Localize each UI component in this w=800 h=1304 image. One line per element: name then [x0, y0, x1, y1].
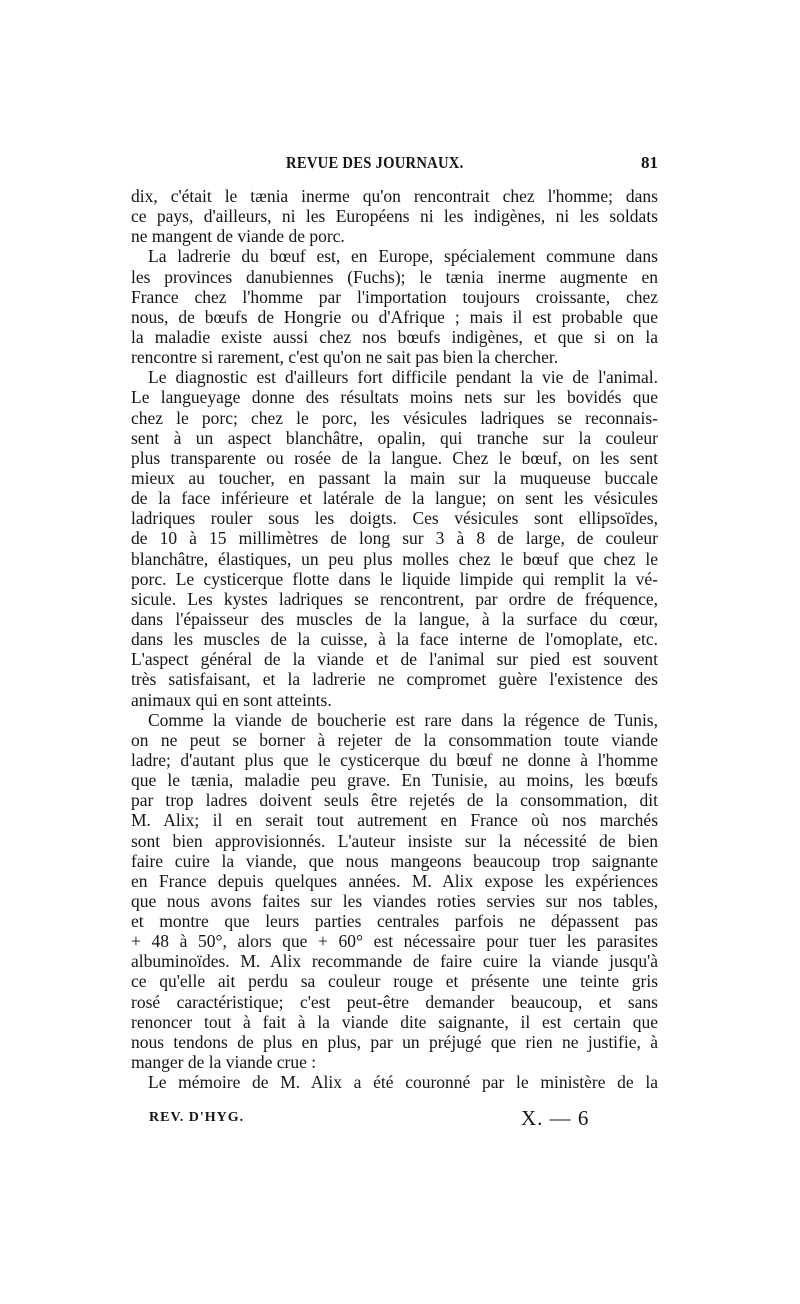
text-line: ladre; d'autant plus que le cysticerque du bœuf ne donne à l'homme	[131, 749, 658, 770]
text-line: ce pays, d'ailleurs, ni les Européens ni les indigènes, ni les soldats	[131, 206, 658, 227]
page-number: 81	[641, 153, 658, 172]
text-line: de 10 à 15 millimètres de long sur 3 à 8 de large, de couleur	[131, 528, 658, 549]
text-line: rencontre si rarement, c'est qu'on ne sait pas bien la chercher.	[131, 347, 559, 368]
text-line: manger de la viande crue :	[131, 1052, 317, 1073]
text-line: Comme la viande de boucherie est rare dans la régence de Tunis,	[148, 709, 658, 730]
text-line: M. Alix; il en serait tout autrement en France où nos marchés	[131, 810, 658, 831]
text-line: ladriques rouler sous les doigts. Ces vésicules sont ellipsoïdes,	[131, 508, 658, 529]
text-line: dans l'épaisseur des muscles de la langue, à la surface du cœur,	[131, 608, 658, 629]
text-line: rosé caractéristique; c'est peut-être demander beaucoup, et sans	[131, 991, 658, 1012]
text-line: par trop ladres doivent seuls être rejetés de la consommation, dit	[131, 790, 658, 811]
text-line: la maladie existe aussi chez nos bœufs indigènes, et que si on la	[131, 326, 658, 347]
text-line: sont bien approvisionnés. L'auteur insiste sur la nécessité de bien	[131, 830, 658, 851]
text-line: que nous avons faites sur les viandes roties servies sur nos tables,	[131, 890, 658, 911]
body-text	[131, 186, 658, 1092]
text-line: de la face inférieure et latérale de la langue; on sent les vésicules	[131, 488, 658, 509]
text-line: + 48 à 50°, alors que + 60° est nécessaire pour tuer les parasites	[131, 931, 658, 952]
text-line: France chez l'homme par l'importation toujours croissante, chez	[131, 286, 658, 307]
text-line: plus transparente ou rosée de la langue. Chez le bœuf, on les sent	[131, 447, 658, 468]
text-line: sent à un aspect blanchâtre, opalin, qui tranche sur la couleur	[131, 427, 658, 448]
text-line: ce qu'elle ait perdu sa couleur rouge et présente une teinte gris	[131, 971, 658, 992]
text-line: La ladrerie du bœuf est, en Europe, spécialement commune dans	[148, 246, 658, 267]
text-line: L'aspect général de la viande et de l'animal sur pied est souvent	[131, 649, 658, 670]
text-line: porc. Le cysticerque flotte dans le liquide limpide qui remplit la vé-	[131, 568, 658, 589]
signature-mark-left: REV. D'HYG.	[149, 1110, 245, 1125]
page-footer	[131, 1106, 658, 1136]
text-line: Le mémoire de M. Alix a été couronné par le ministère de la	[148, 1072, 658, 1093]
text-line: nous tendons de plus en plus, par un préjugé que rien ne justifie, à	[131, 1031, 658, 1052]
text-line: Le diagnostic est d'ailleurs fort difficile pendant la vie de l'animal.	[148, 367, 658, 388]
text-line: mieux au toucher, en passant la main sur la muqueuse buccale	[131, 467, 658, 488]
text-line: nous, de bœufs de Hongrie ou d'Afrique ; mais il est probable que	[131, 306, 658, 327]
text-line: en France depuis quelques années. M. Alix expose les expériences	[131, 870, 658, 891]
text-line: blanchâtre, élastiques, un peu plus molles chez le bœuf que chez le	[131, 548, 658, 569]
text-line: albuminoïdes. M. Alix recommande de faire cuire la viande jusqu'à	[131, 951, 658, 972]
text-line: renoncer tout à fait à la viande dite saignante, il est certain que	[131, 1011, 658, 1032]
book-page	[131, 0, 658, 1304]
text-line: ne mangent de viande de porc.	[131, 226, 345, 247]
text-line: chez le porc; chez le porc, les vésicules ladriques se reconnais-	[131, 407, 658, 428]
text-line: sicule. Les kystes ladriques se rencontrent, par ordre de fréquence,	[131, 588, 658, 609]
text-line: les provinces danubiennes (Fuchs); le tænia inerme augmente en	[131, 266, 658, 287]
text-line: Le langueyage donne des résultats moins nets sur les bovidés que	[131, 387, 658, 408]
text-line: et montre que leurs parties centrales parfois ne dépassent pas	[131, 911, 658, 932]
text-line: dans les muscles de la cuisse, à la face interne de l'omoplate, etc.	[131, 629, 658, 650]
running-title: REVUE DES JOURNAUX.	[286, 153, 464, 172]
text-line: que le tænia, maladie peu grave. En Tunisie, au moins, les bœufs	[131, 770, 658, 791]
signature-mark-right: X. — 6	[521, 1106, 590, 1130]
text-line: on ne peut se borner à rejeter de la consommation toute viande	[131, 729, 658, 750]
page-header	[131, 153, 658, 179]
text-line: faire cuire la viande, que nous mangeons beaucoup trop saignante	[131, 850, 658, 871]
text-line: animaux qui en sont atteints.	[131, 689, 332, 710]
text-line: dix, c'était le tænia inerme qu'on rencontrait chez l'homme; dans	[131, 186, 658, 206]
text-line: très satisfaisant, et la ladrerie ne compromet guère l'existence des	[131, 669, 658, 690]
